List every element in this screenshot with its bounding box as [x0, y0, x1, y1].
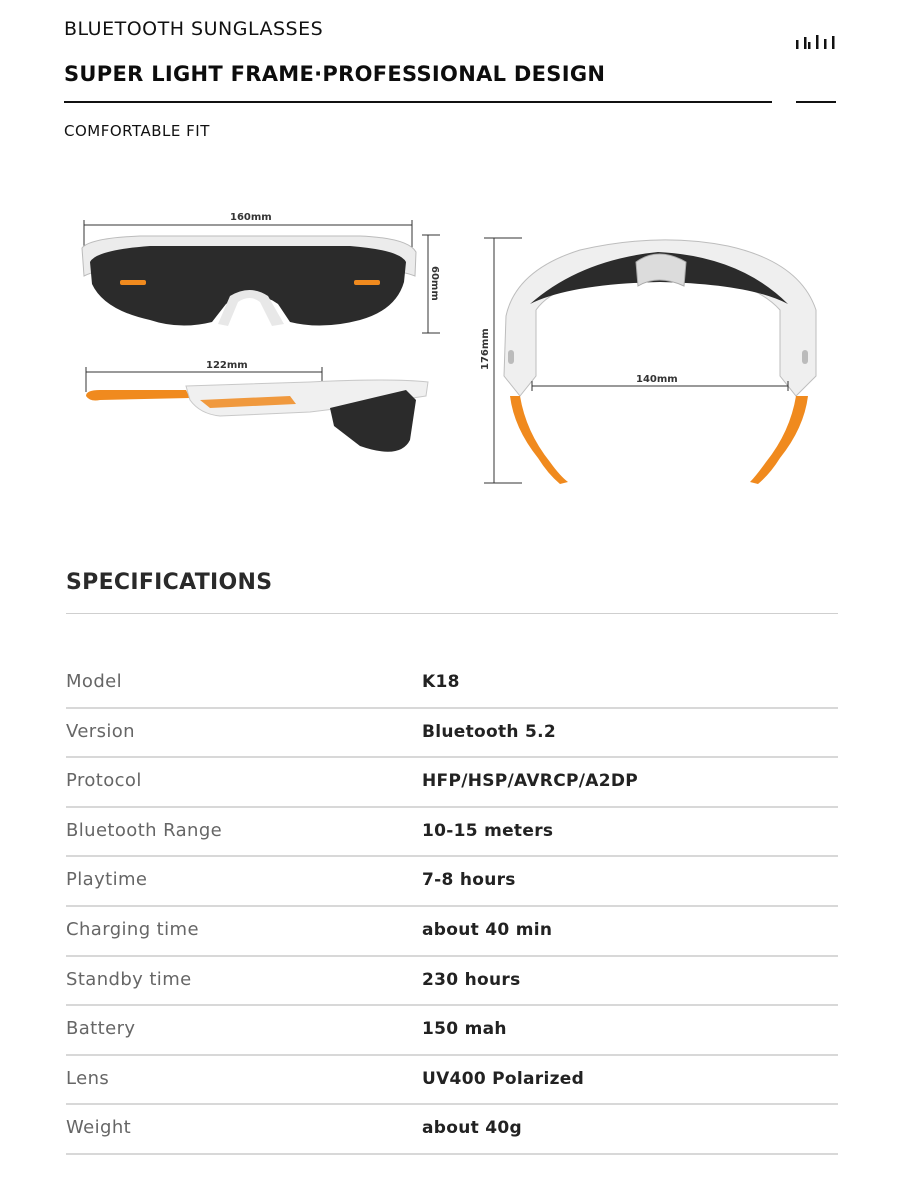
spec-value: 10-15 meters — [422, 820, 554, 841]
spec-value: 230 hours — [422, 969, 521, 990]
spec-key: Playtime — [66, 869, 148, 891]
page-title: SUPER LIGHT FRAME·PROFESSIONAL DESIGN — [64, 62, 606, 86]
spec-row — [66, 1105, 838, 1155]
spec-key: Standby time — [66, 968, 192, 990]
spec-row — [66, 1056, 838, 1106]
title-divider — [64, 101, 772, 103]
specifications-heading: SPECIFICATIONS — [66, 570, 273, 595]
front-width-label: 160mm — [230, 212, 272, 223]
spec-key: Lens — [66, 1067, 110, 1089]
spec-row — [66, 907, 838, 957]
spec-value: 150 mah — [422, 1019, 507, 1040]
spec-row — [66, 709, 838, 759]
product-category: BLUETOOTH SUNGLASSES — [64, 18, 324, 40]
spec-value: Bluetooth 5.2 — [422, 721, 557, 742]
spec-value: UV400 Polarized — [422, 1068, 585, 1089]
spec-row — [66, 957, 838, 1007]
top-view — [480, 238, 816, 484]
glasses-dimension-diagram — [60, 200, 840, 500]
top-depth-label: 176mm — [480, 328, 491, 370]
side-view — [86, 360, 428, 452]
title-divider-short — [796, 101, 836, 103]
specifications-divider — [66, 613, 838, 614]
spec-row — [66, 659, 838, 709]
sound-bars-icon — [795, 34, 837, 50]
spec-value: HFP/HSP/AVRCP/A2DP — [422, 771, 638, 792]
specifications-table — [66, 659, 838, 1155]
spec-value: 7-8 hours — [422, 870, 516, 891]
side-length-label: 122mm — [206, 360, 248, 371]
spec-key: Protocol — [66, 770, 142, 792]
top-width-label: 140mm — [636, 374, 678, 385]
spec-row — [66, 808, 838, 858]
subheading: COMFORTABLE FIT — [64, 122, 210, 140]
spec-row — [66, 1006, 838, 1056]
spec-value: about 40 min — [422, 919, 553, 940]
spec-key: Weight — [66, 1117, 132, 1139]
spec-key: Version — [66, 720, 135, 742]
front-height-label: 60mm — [429, 266, 440, 301]
spec-key: Model — [66, 671, 123, 692]
spec-value: about 40g — [422, 1118, 522, 1139]
spec-value: K18 — [422, 672, 460, 692]
spec-key: Charging time — [66, 918, 199, 940]
front-view — [82, 212, 440, 333]
spec-key: Bluetooth Range — [66, 819, 223, 841]
spec-key: Battery — [66, 1018, 136, 1040]
spec-row — [66, 758, 838, 808]
spec-row — [66, 857, 838, 907]
